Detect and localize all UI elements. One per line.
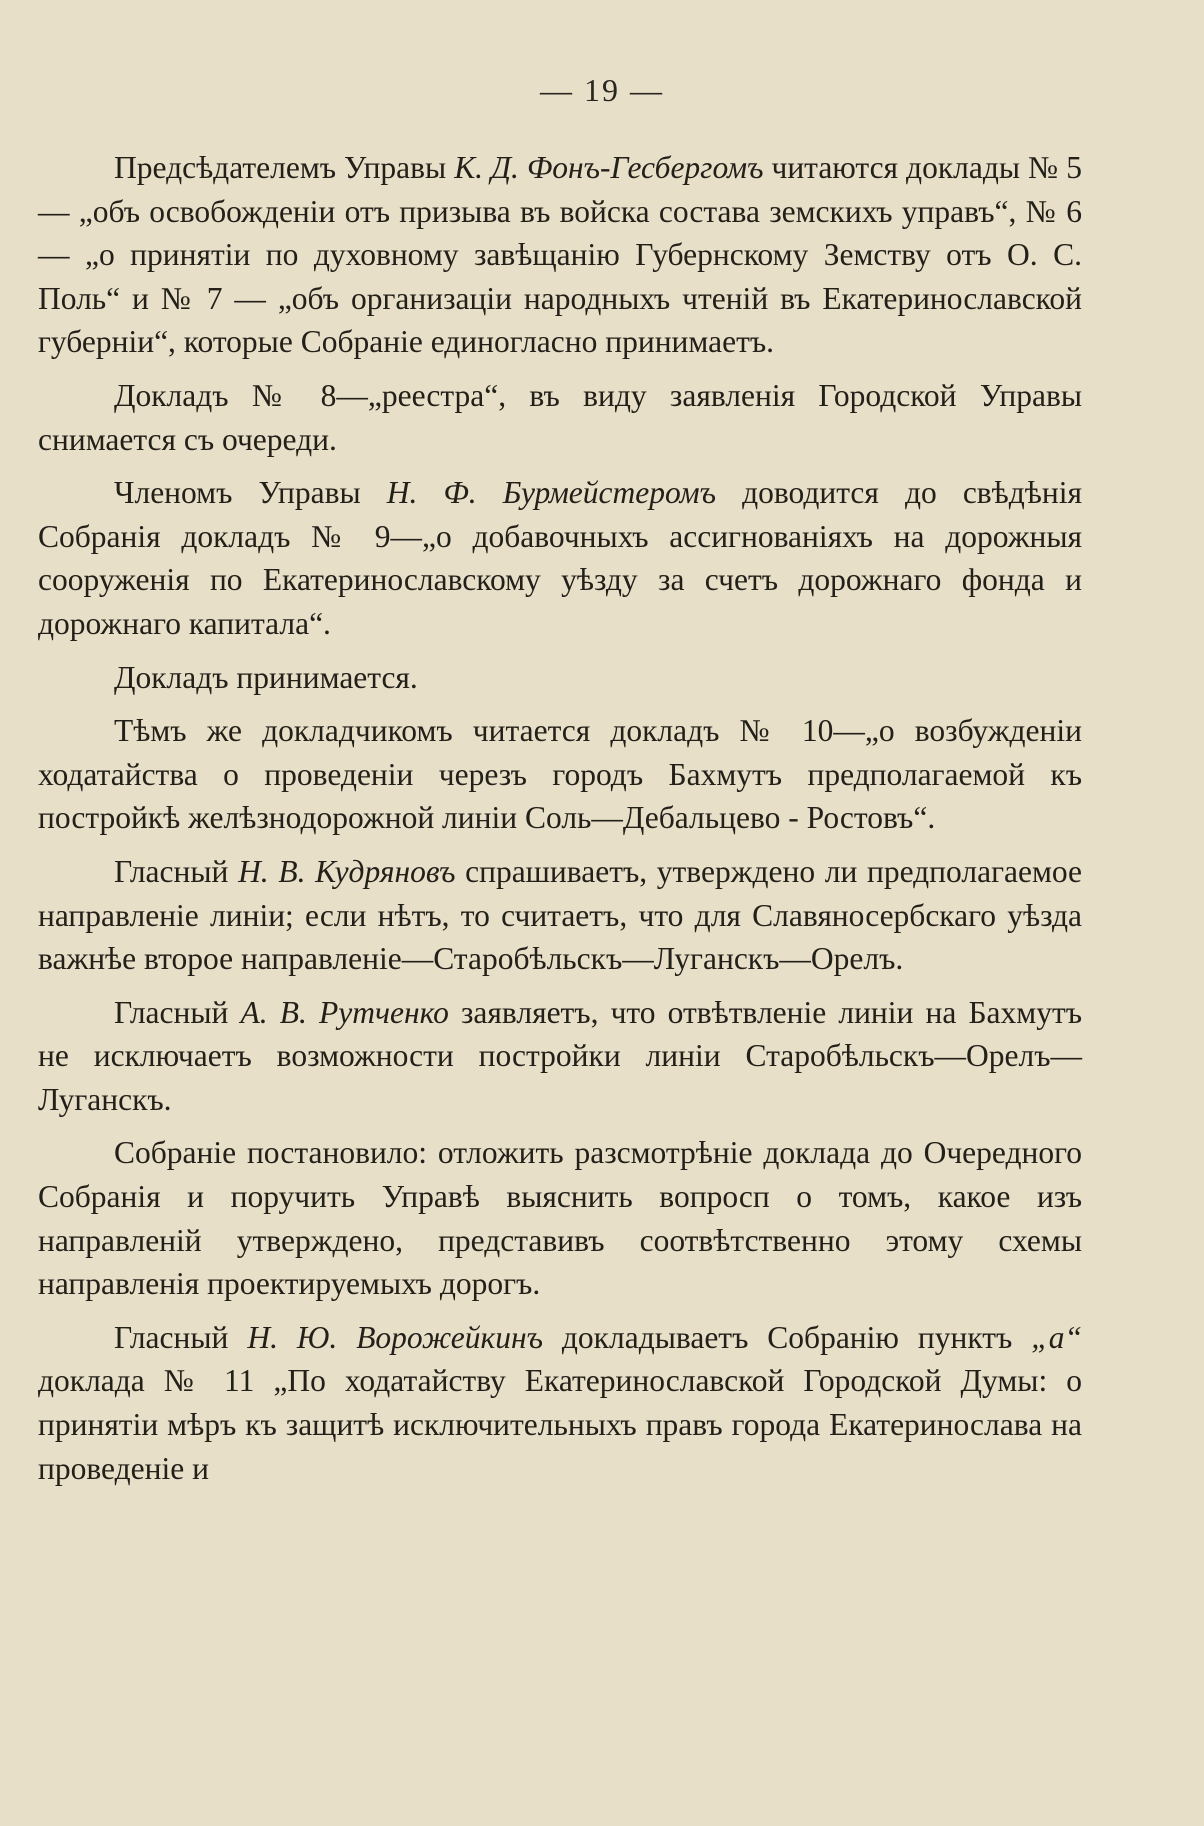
speaker-name: Н. В. Кудряновъ: [238, 853, 456, 889]
paragraph-6-text-a: Гласный: [114, 853, 239, 889]
paragraph-3-text-b: доводится до свѣдѣнiя Собранiя докладъ № 9—„о добавочныхъ ассигнованiяхъ на дорожныя сооруженiя по Екатеринославскому уѣзду за счетъ дорожнаго фонда и дорожнаго капитала“.: [38, 475, 1083, 641]
paragraph-7: [38, 991, 1082, 1122]
page-number: — 19 —: [540, 72, 664, 108]
speaker-name: Н. Ю. Ворожейкинъ: [247, 1319, 543, 1355]
paragraph-9: [38, 1316, 1082, 1490]
paragraph-2: [38, 374, 1082, 461]
paragraph-1-text-a: Предсѣдателемъ Управы: [114, 150, 455, 185]
paragraph-1: [38, 146, 1082, 364]
document-body: [38, 146, 1082, 1498]
paragraph-6-text-b: спрашиваетъ, утверждено ли предполагаемое направленiе линiи; если нѣтъ, то считаетъ, что для Славяносербскаго уѣзда важнѣе второе направленiе—Старобѣльскъ—Луганскъ—Орелъ.: [38, 853, 1083, 977]
paragraph-8-text: Собранiе постановило: отложить разсмотрѣнiе доклада до Очередного Собранiя и поручить Управѣ выяснить вопросп о томъ, какое изъ направленiй утверждено, представивъ соотвѣтственно этому схемы направленiя проектируемыхъ дорогъ.: [38, 1135, 1082, 1302]
item-label: „а“: [1031, 1319, 1082, 1355]
paragraph-5: [38, 709, 1082, 840]
speaker-name: К. Д. Фонъ-Гесбергомъ: [454, 150, 764, 185]
speaker-name: Н. Ф. Бурмейстеромъ: [386, 475, 716, 511]
paragraph-9-text-a: Гласный: [114, 1319, 248, 1355]
paragraph-3: [38, 471, 1082, 645]
paragraph-2-text: Докладъ № 8—„реестра“, въ виду заявленiя Городской Управы снимается съ очереди.: [38, 377, 1082, 457]
paragraph-5-text: Тѣмъ же докладчикомъ читается докладъ № 10—„о возбужденiи ходатайства о проведенiи черезъ городъ Бахмутъ предполагаемой къ постройкѣ желѣзнодорожной линiи Соль—Дебальцево - Ростовъ“.: [38, 713, 1082, 836]
speaker-name: А. В. Рутченко: [240, 994, 449, 1030]
paragraph-3-text-a: Членомъ Управы: [114, 475, 387, 511]
paragraph-4-text: Докладъ принимается.: [114, 659, 418, 695]
paragraph-7-text-a: Гласный: [114, 994, 241, 1030]
paragraph-6: [38, 850, 1082, 981]
paragraph-9-text-c: доклада № 11 „По ходатайству Екатеринославской Городской Думы: о принятiи мѣръ къ защитѣ исключительныхъ правъ города Екатеринослава на проведенiе и: [38, 1363, 1082, 1486]
paragraph-8: [38, 1131, 1082, 1305]
paragraph-4: [38, 656, 1082, 700]
paragraph-1-text-b: читаются доклады № 5 — „объ освобожденiи отъ призыва въ войска состава земскихъ управъ“, № 6 — „о принятiи по духовному завѣщанiю Губернскому Земству отъ О. С. Поль“ и № 7 — „объ организацiи народныхъ чтенiй въ Екатеринославской губернiи“, которые Собранiе единогласно принимаетъ.: [38, 150, 1082, 360]
paragraph-7-text-b: заявляетъ, что отвѣтвленiе линiи на Бахмутъ не исключаетъ возможности постройки линiи Старобѣльскъ—Орелъ—Луганскъ.: [38, 994, 1083, 1117]
paragraph-9-text-b: докладываетъ Собранiю пунктъ: [542, 1319, 1032, 1355]
